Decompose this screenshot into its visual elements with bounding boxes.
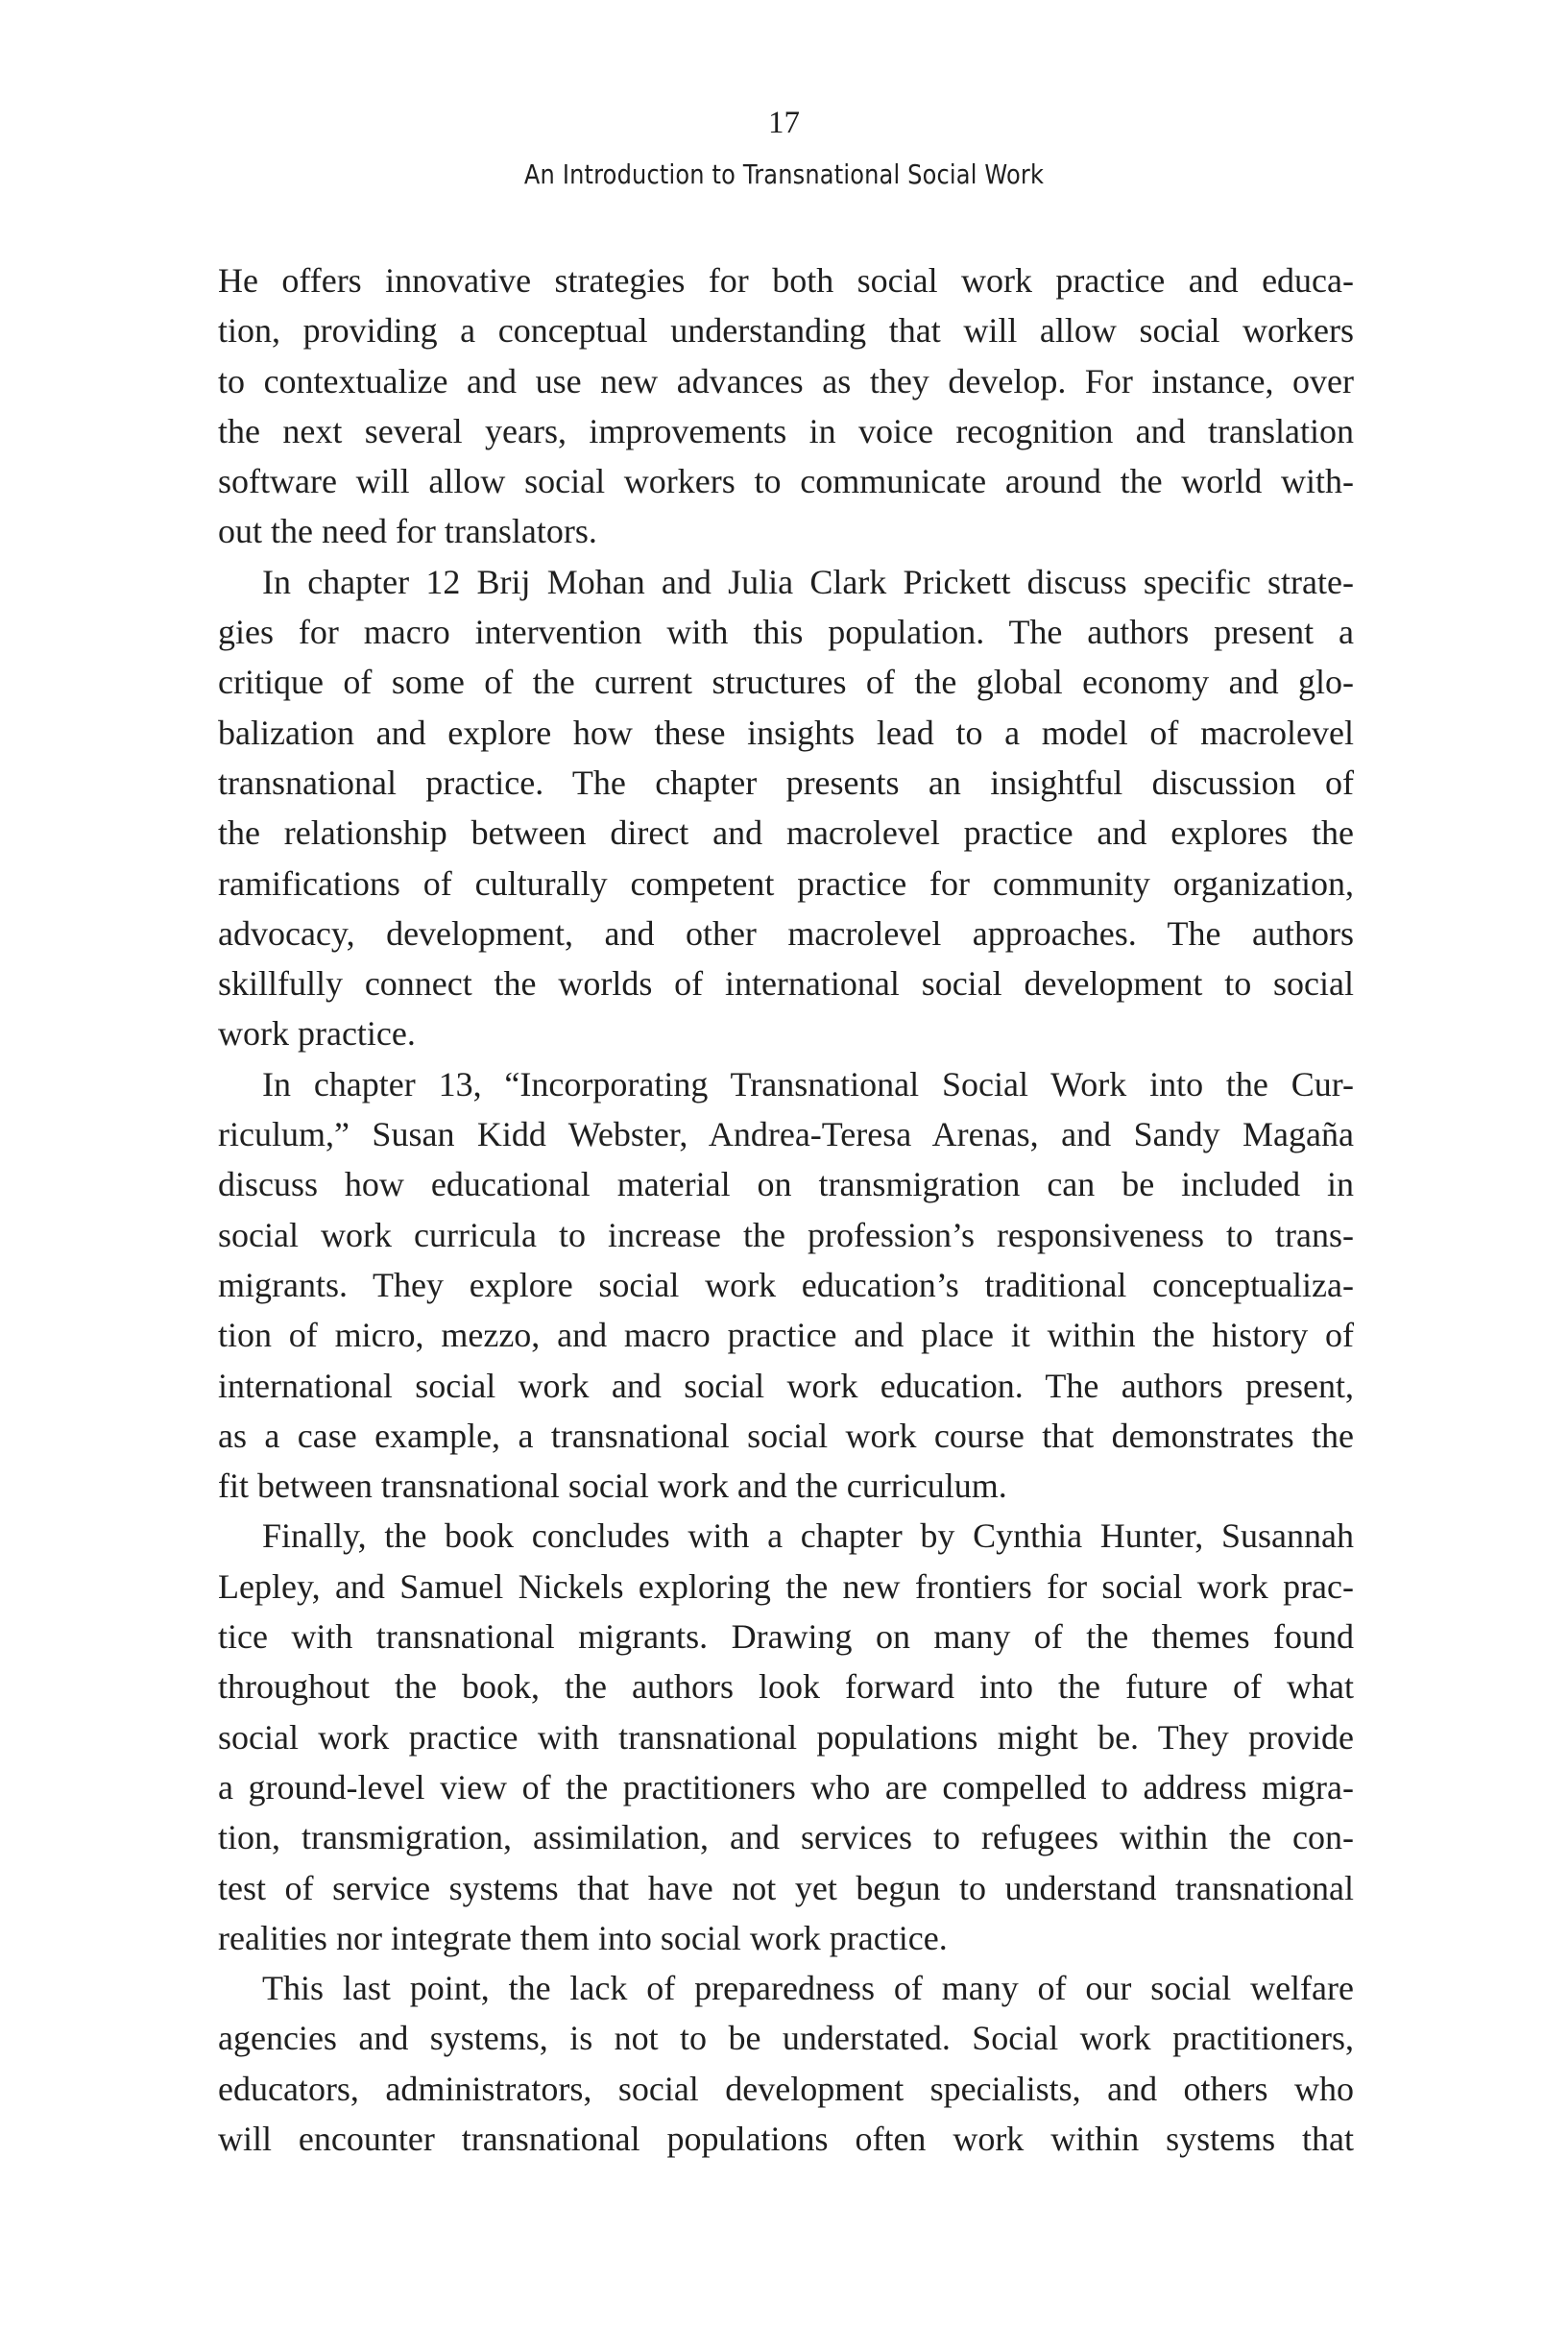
text-line: the next several years, improvements in voice recognition and translation xyxy=(218,411,1354,450)
text-line: work practice. xyxy=(218,1014,416,1054)
page-number: 17 xyxy=(768,106,800,140)
text-line: fit between transnational social work and the curriculum. xyxy=(218,1467,1007,1506)
text-line: balization and explore how these insights lead to a model of macrolevel xyxy=(218,713,1354,752)
text-line: critique of some of the current structures of the global economy and glo- xyxy=(218,663,1354,702)
text-line: tice with transnational migrants. Drawing on many of the themes found xyxy=(218,1617,1354,1657)
paragraph-5 xyxy=(218,1963,1354,2164)
text-line: This last point, the lack of preparedness of many of our social welfare xyxy=(262,1969,1354,2008)
text-line: educators, administrators, social development specialists, and others who xyxy=(218,2069,1354,2108)
text-line: will encounter transnational populations often work within systems that xyxy=(218,2119,1354,2158)
text-line: He offers innovative strategies for both social work practice and educa- xyxy=(218,261,1354,300)
paragraph-1 xyxy=(218,255,1354,557)
text-line: as a case example, a transnational social work course that demonstrates the xyxy=(218,1416,1354,1455)
text-line: international social work and social work education. The authors present, xyxy=(218,1366,1354,1405)
text-line: ramifications of culturally competent practice for community organization, xyxy=(218,863,1354,903)
text-line: In chapter 12 Brij Mohan and Julia Clark Prickett discuss specific strate- xyxy=(262,562,1354,601)
paragraph-3 xyxy=(218,1059,1354,1512)
text-line: realities nor integrate them into social work practice. xyxy=(218,1918,948,1957)
text-line: social work practice with transnational populations might be. They provide xyxy=(218,1717,1354,1757)
body-text xyxy=(218,255,1354,2164)
text-line: software will allow social workers to communicate around the world with- xyxy=(218,462,1354,501)
text-line: Lepley, and Samuel Nickels exploring the new frontiers for social work prac- xyxy=(218,1566,1354,1606)
paragraph-4 xyxy=(218,1511,1354,1963)
text-line: agencies and systems, is not to be understated. Social work practitioners, xyxy=(218,2019,1354,2058)
text-line: test of service systems that have not yet begun to understand transnational xyxy=(218,1868,1354,1907)
text-line: tion, transmigration, assimilation, and services to refugees within the con- xyxy=(218,1818,1354,1857)
running-head: An Introduction to Transnational Social Work xyxy=(523,158,1045,190)
text-line: social work curricula to increase the profession’s responsiveness to trans- xyxy=(218,1215,1354,1254)
text-line: a ground-level view of the practitioners who are compelled to address migra- xyxy=(218,1767,1354,1806)
text-line: In chapter 13, “Incorporating Transnational Social Work into the Cur- xyxy=(262,1064,1354,1103)
text-line: tion, providing a conceptual understanding that will allow social workers xyxy=(218,311,1354,351)
text-line: gies for macro intervention with this population. The authors present a xyxy=(218,613,1354,652)
text-line: tion of micro, mezzo, and macro practice and place it within the history of xyxy=(218,1316,1354,1355)
text-line: skillfully connect the worlds of international social development to social xyxy=(218,964,1354,1004)
paragraph-2 xyxy=(218,557,1354,1059)
text-line: Finally, the book concludes with a chapter by Cynthia Hunter, Susannah xyxy=(262,1516,1354,1556)
text-line: to contextualize and use new advances as they develop. For instance, over xyxy=(218,361,1354,400)
text-line: migrants. They explore social work education’s traditional conceptualiza- xyxy=(218,1265,1354,1304)
text-line: transnational practice. The chapter presents an insightful discussion of xyxy=(218,763,1354,802)
text-line: throughout the book, the authors look forward into the future of what xyxy=(218,1667,1354,1707)
text-line: discuss how educational material on transmigration can be included in xyxy=(218,1165,1354,1204)
text-line: riculum,” Susan Kidd Webster, Andrea-Teresa Arenas, and Sandy Magaña xyxy=(218,1115,1354,1154)
text-line: out the need for translators. xyxy=(218,512,597,551)
text-line: the relationship between direct and macrolevel practice and explores the xyxy=(218,813,1354,853)
text-line: advocacy, development, and other macrolevel approaches. The authors xyxy=(218,913,1354,953)
